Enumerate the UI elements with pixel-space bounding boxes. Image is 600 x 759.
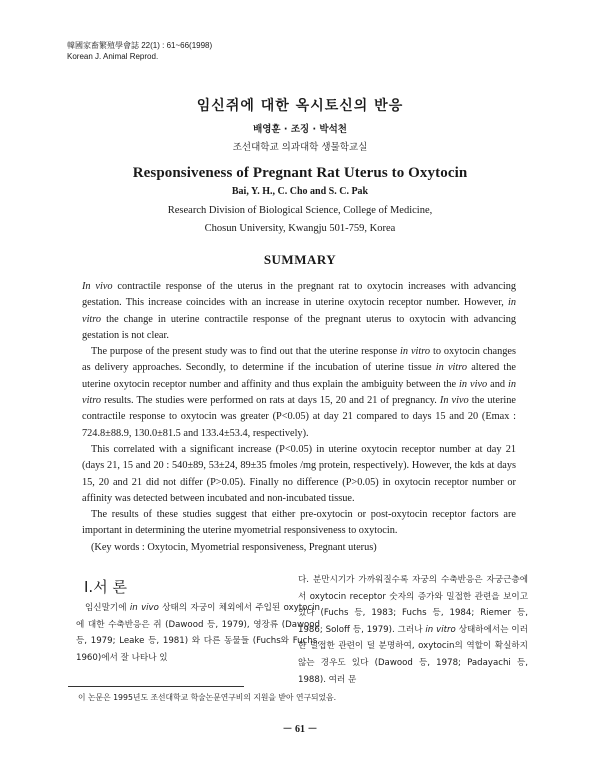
- summary-paragraph-2: The purpose of the present study was to find out that the uterine response in vitro to oxytocin changes as delivery approaches. Secondly, to determine if the incubation of uterine tissue in vitro altered the uterine oxytocin receptor number and affinity and thus explain the ambiguity between the in vivo and in vitro results. The studies were performed on rats at days 15, 20 and 21 of pregnancy. In vivo the uterine contractile response to oxytocin was greater (P<0.05) at day 21 compared to days 15 and 20 (Emax : 724.8±88.9, 130.0±81.5 and 133.4±53.4, respectively).: [82, 346, 517, 439]
- summary-abstract: [82, 279, 516, 556]
- intro-column-right: [298, 572, 528, 688]
- summary-paragraph-3: This correlated with a significant increase (P<0.05) in uterine oxytocin receptor number at day 21 (days 21, 15 and 20 : 540±89, 53±24, 89±35 fmoles /mg protein, respectively). However, the kds at days 15, 20 and 21 did not differ (P>0.05). Finally no difference (P>0.05) in oxytocin receptor number or affinity was detected between incubated and non-incubated tissue.: [82, 443, 516, 504]
- journal-citation-english: Korean J. Animal Reprod.: [67, 52, 159, 61]
- summary-paragraph-4: The results of these studies suggest that either pre-oxytocin or post-oxytocin receptor factors are important in determining the uterine myometrial responsiveness to oxytocin.: [82, 509, 516, 537]
- summary-paragraph-1: In vivo contractile response of the uterus in the pregnant rat to oxytocin increases with advancing gestation. This increase coincides with an increase in uterine oxytocin receptor number. However, in vitro the change in uterine contractile response of the pregnant uterus to oxytocin with advancing gestation is not clear.: [82, 281, 516, 341]
- page-number: － 61 －: [282, 724, 318, 735]
- english-affiliation-line-2: Chosun University, Kwangju 501-759, Korea: [204, 223, 396, 234]
- english-authors: Bai, Y. H., C. Cho and S. C. Pak: [231, 186, 369, 197]
- english-title: Responsiveness of Pregnant Rat Uterus to Oxytocin: [132, 165, 468, 181]
- section-heading-introduction: Ⅰ.서 론: [84, 578, 127, 596]
- key-words: (Key words : Oxytocin, Myometrial responsiveness, Pregnant uterus): [91, 541, 377, 553]
- intro-paragraph-right: 다. 분만시기가 가까워질수록 자궁의 수축반응은 자궁근층에서 oxytocin receptor 숫자의 증가와 밀접한 관련을 보이고 있다 (Fuchs 등, 1983; Fuchs 등, 1984; Riemer 등, 1986; Soloff 등, 1979). 그러나 in vitro 상태하에서는 이러한 밀접한 관련이 덜 분명하여, oxytocin의 역할이 확실하지 않는 경우도 있다 (Dawood 등, 1978; Padayachi 등, 1988). 여러 문: [298, 575, 528, 685]
- english-affiliation-line-1: Research Division of Biological Science, College of Medicine,: [167, 205, 433, 216]
- journal-citation-korean: 韓國家畜繁殖學會誌 22(1) : 61~66(1998): [67, 41, 213, 50]
- korean-authors: 배영훈 · 조징 · 박석천: [253, 124, 347, 135]
- intro-paragraph-left: 임신말기에 in vivo 상태의 자궁이 체외에서 주입된 oxytocin에 대한 수축반응은 쥐 (Dawood 등, 1979), 영장류 (Dawood 등, 1979; Leake 등, 1981) 와 다른 동물들 (Fuchs와 Fuchs, 1960)에서 잘 나타나 있: [76, 603, 320, 663]
- korean-title: 임신쥐에 대한 옥시토신의 반응: [196, 98, 404, 114]
- footnote-divider: [68, 686, 244, 687]
- funding-footnote: 이 논문은 1995년도 조선대학교 학술논문연구비의 지원을 받아 연구되었음.: [78, 693, 337, 702]
- summary-heading: SUMMARY: [263, 252, 337, 267]
- journal-citation: [67, 40, 212, 62]
- intro-column-left: [76, 600, 320, 666]
- korean-affiliation: 조선대학교 의과대학 생물학교실: [232, 142, 368, 153]
